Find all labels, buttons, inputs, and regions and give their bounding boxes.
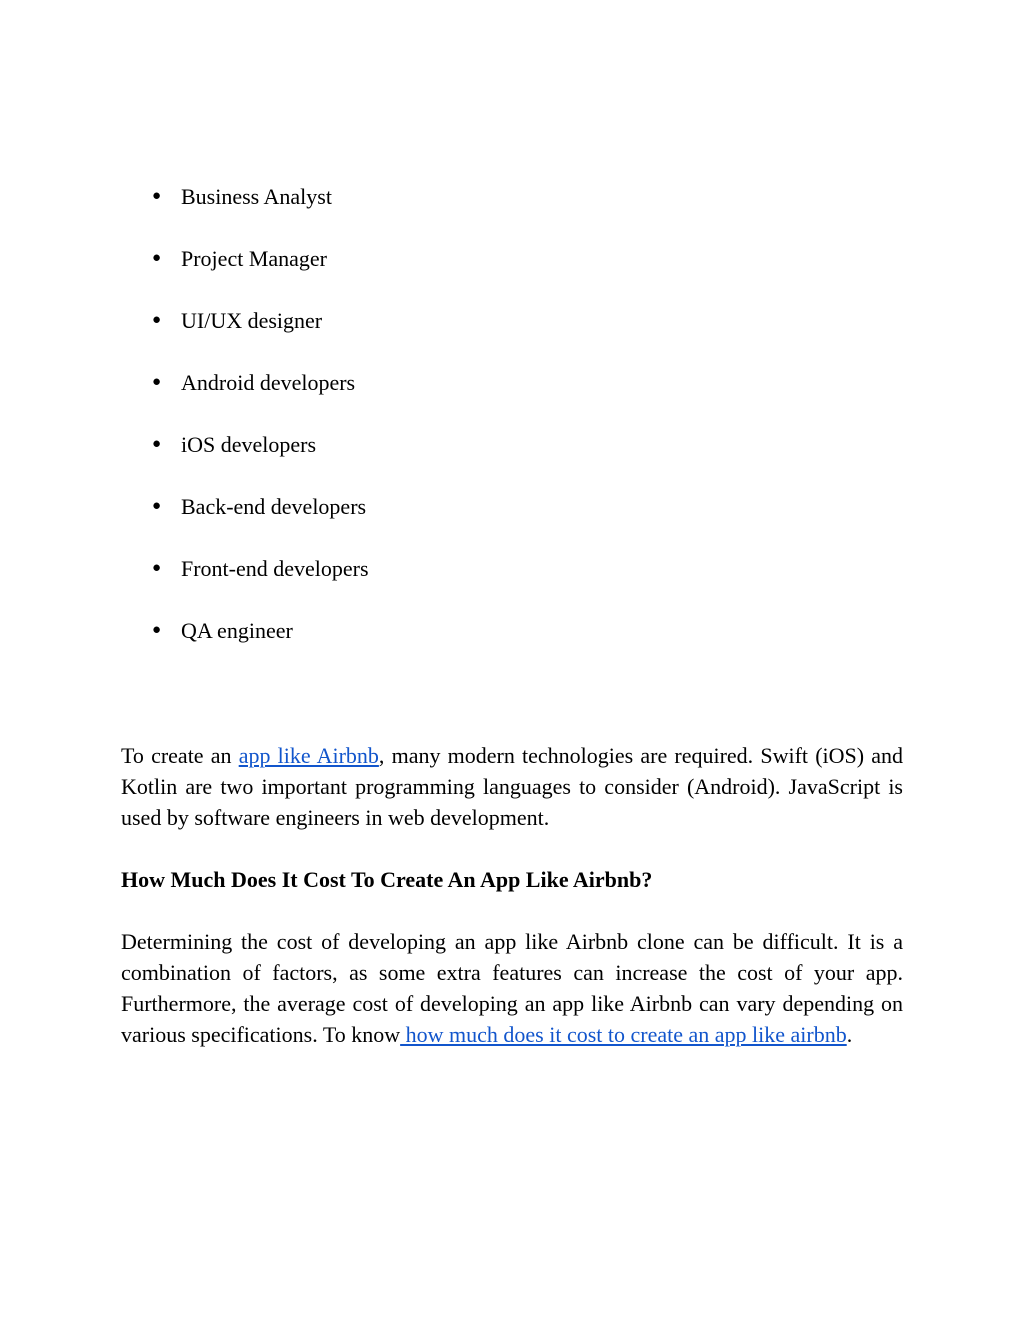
list-item [152,615,369,677]
bullet-icon: ● [152,622,162,638]
paragraph-text: To create an [121,743,239,768]
list-item-text: Business Analyst [181,184,332,209]
list-item [152,367,369,429]
cost-paragraph [121,926,903,1050]
paragraph-text: , many modern technologies are required. Swift (iOS) and Kotlin are two important programming languages to consider (Android). JavaScript is used by software engineers in web development. [121,743,904,830]
bullet-icon: ● [152,312,162,328]
list-item [152,429,369,491]
list-item-text: Project Manager [181,246,327,271]
roles-bullet-list [152,181,369,677]
bullet-icon: ● [152,374,162,390]
bullet-icon: ● [152,436,162,452]
list-item-text: QA engineer [181,618,293,643]
bullet-icon: ● [152,560,162,576]
list-item [152,243,369,305]
cost-article-link[interactable]: how much does it cost to create an app like airbnb [400,1022,847,1047]
list-item [152,491,369,553]
list-item-text: Android developers [181,370,356,395]
bullet-icon: ● [152,498,162,514]
paragraph-text: . [846,1022,853,1047]
bullet-icon: ● [152,250,162,266]
list-item [152,181,369,243]
section-heading: How Much Does It Cost To Create An App Like Airbnb? [121,867,653,892]
bullet-icon: ● [152,188,162,204]
technologies-paragraph [121,740,903,833]
paragraph-text: Determining the cost of developing an app like Airbnb clone can be difficult. It is a combination of factors, as some extra features can increase the cost of your app. Furthermore, the average cost of developing an app like Airbnb can vary depending on various specifications. To know [121,929,903,1047]
list-item-text: Back-end developers [181,494,367,519]
list-item [152,553,369,615]
list-item-text: iOS developers [181,432,317,457]
list-item-text: UI/UX designer [181,308,323,333]
list-item-text: Front-end developers [181,556,369,581]
list-item [152,305,369,367]
app-like-airbnb-link[interactable]: app like Airbnb [238,743,379,768]
